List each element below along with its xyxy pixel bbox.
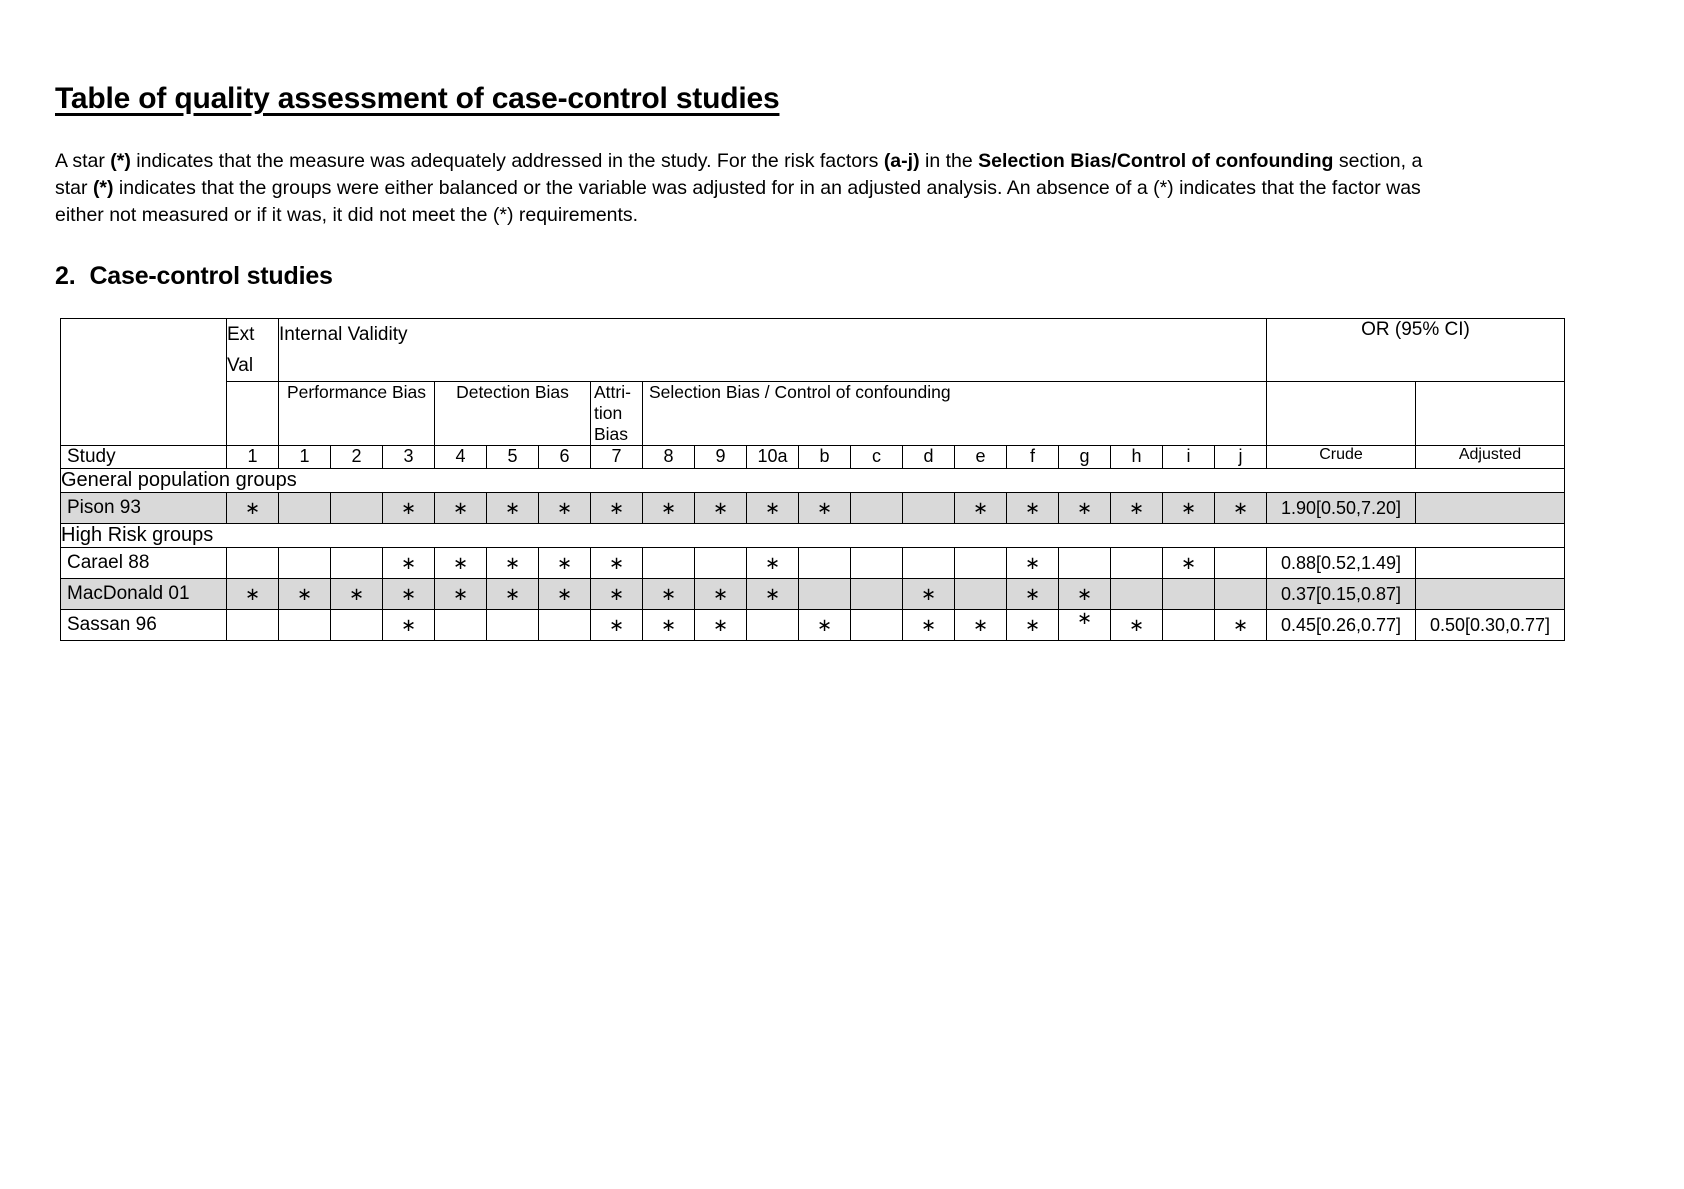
selection-cell-8 (1059, 607, 1111, 641)
detection-cell-1 (487, 493, 539, 524)
selection-cell-11 (1215, 579, 1267, 610)
selection-cell-0 (643, 579, 695, 610)
star-icon: ∗ (1024, 497, 1041, 518)
column-header-selection-i: i (1163, 446, 1215, 469)
page-title: Table of quality assessment of case-control studies (55, 82, 780, 115)
selection-cell-1 (695, 493, 747, 524)
star-icon: ∗ (1024, 614, 1041, 635)
intro-run-0: A star (55, 150, 111, 172)
table-body (61, 469, 1565, 641)
column-header-selection-9: 9 (695, 446, 747, 469)
column-header-performance-3: 3 (383, 446, 435, 469)
attrition-cell-0 (591, 548, 643, 579)
selection-cell-2 (747, 610, 799, 641)
column-header-adjusted: Adjusted (1416, 446, 1565, 469)
table-row (61, 579, 1565, 610)
selection-cell-11 (1215, 493, 1267, 524)
star-icon: ∗ (608, 614, 625, 635)
star-icon: ∗ (1024, 583, 1041, 604)
column-header-selection-10a: 10a (747, 446, 799, 469)
detection-cell-2 (539, 610, 591, 641)
adjusted-or-cell (1416, 579, 1565, 610)
star-icon: ∗ (556, 552, 573, 573)
star-icon: ∗ (816, 497, 833, 518)
selection-cell-9 (1111, 548, 1163, 579)
detection-cell-1 (487, 610, 539, 641)
performance-cell-0 (279, 548, 331, 579)
selection-cell-8 (1059, 548, 1111, 579)
table-header (61, 319, 1565, 469)
attrition-cell-0 (591, 493, 643, 524)
star-icon: ∗ (712, 583, 729, 604)
table-row (61, 610, 1565, 641)
column-header-attrition-7: 7 (591, 446, 643, 469)
group-header-row (61, 469, 1565, 493)
intro-run-8: indicates that the groups were either balanced or the variable was adjusted for in an adjusted analysis. An absence of a (*) indicates that the factor was either not measured or if it was, it did not meet the (*) requirements. (55, 177, 1421, 226)
star-icon: ∗ (972, 614, 989, 635)
detection-cell-1 (487, 548, 539, 579)
selection-cell-10 (1163, 548, 1215, 579)
selection-cell-8 (1059, 493, 1111, 524)
extval-cell-0 (227, 493, 279, 524)
header-corner-blank (61, 319, 227, 446)
selection-cell-10 (1163, 493, 1215, 524)
star-icon: ∗ (452, 583, 469, 604)
study-name-cell: Carael 88 (61, 548, 227, 579)
performance-cell-2 (383, 579, 435, 610)
crude-or-cell: 1.90[0.50,7.20] (1267, 493, 1416, 524)
star-icon: ∗ (712, 614, 729, 635)
header-or-ci: OR (95% CI) (1267, 319, 1565, 382)
section-heading (55, 262, 333, 291)
header-crude-blank (1267, 382, 1416, 446)
selection-cell-4 (851, 548, 903, 579)
header-selection-bias: Selection Bias / Control of confounding (643, 382, 1267, 446)
crude-or-cell: 0.88[0.52,1.49] (1267, 548, 1416, 579)
intro-run-2: indicates that the measure was adequately addressed in the study. For the risk factors (130, 150, 884, 172)
column-header-selection-j: j (1215, 446, 1267, 469)
selection-cell-1 (695, 579, 747, 610)
star-icon: ∗ (972, 497, 989, 518)
selection-cell-7 (1007, 579, 1059, 610)
performance-cell-0 (279, 610, 331, 641)
star-icon: ∗ (504, 583, 521, 604)
selection-cell-4 (851, 579, 903, 610)
section-title: Case-control studies (89, 262, 333, 290)
header-performance-bias: Performance Bias (279, 382, 435, 446)
column-header-performance-1: 1 (279, 446, 331, 469)
star-icon: ∗ (452, 497, 469, 518)
table-row (61, 548, 1565, 579)
star-icon: ∗ (244, 583, 261, 604)
column-header-selection-c: c (851, 446, 903, 469)
selection-cell-3 (799, 548, 851, 579)
column-header-selection-h: h (1111, 446, 1163, 469)
column-header-selection-d: d (903, 446, 955, 469)
selection-cell-0 (643, 548, 695, 579)
header-row-groups (61, 319, 1565, 382)
star-icon: ∗ (1076, 607, 1093, 628)
selection-cell-2 (747, 493, 799, 524)
column-header-study: Study (61, 446, 227, 469)
selection-cell-8 (1059, 579, 1111, 610)
column-header-detection-6: 6 (539, 446, 591, 469)
detection-cell-0 (435, 493, 487, 524)
extval-cell-0 (227, 548, 279, 579)
detection-cell-0 (435, 610, 487, 641)
intro-run-6: section, a star (55, 150, 1423, 199)
selection-cell-7 (1007, 610, 1059, 641)
selection-cell-2 (747, 579, 799, 610)
adjusted-or-cell (1416, 548, 1565, 579)
star-icon: ∗ (660, 583, 677, 604)
star-icon: ∗ (1232, 497, 1249, 518)
table-row (61, 493, 1565, 524)
header-attrition-bias: Attri- tion Bias (591, 382, 643, 446)
star-icon: ∗ (712, 497, 729, 518)
star-icon: ∗ (660, 614, 677, 635)
selection-cell-6 (955, 548, 1007, 579)
intro-run-4: in the (919, 150, 979, 172)
selection-cell-6 (955, 610, 1007, 641)
column-header-selection-8: 8 (643, 446, 695, 469)
selection-cell-7 (1007, 548, 1059, 579)
selection-cell-5 (903, 493, 955, 524)
header-detection-bias: Detection Bias (435, 382, 591, 446)
selection-cell-6 (955, 579, 1007, 610)
star-icon: ∗ (1128, 614, 1145, 635)
star-icon: ∗ (504, 497, 521, 518)
star-icon: ∗ (1232, 614, 1249, 635)
star-icon: ∗ (556, 497, 573, 518)
column-header-detection-5: 5 (487, 446, 539, 469)
column-header-selection-f: f (1007, 446, 1059, 469)
star-icon: ∗ (764, 583, 781, 604)
selection-cell-5 (903, 548, 955, 579)
extval-cell-0 (227, 610, 279, 641)
group-label: High Risk groups (61, 524, 1565, 548)
star-icon: ∗ (400, 614, 417, 635)
performance-cell-1 (331, 493, 383, 524)
intro-paragraph (55, 148, 1460, 229)
selection-cell-9 (1111, 493, 1163, 524)
star-icon: ∗ (660, 497, 677, 518)
selection-cell-5 (903, 579, 955, 610)
intro-run-1: (*) (110, 150, 131, 172)
star-icon: ∗ (608, 497, 625, 518)
selection-cell-10 (1163, 579, 1215, 610)
column-header-selection-e: e (955, 446, 1007, 469)
column-header-selection-b: b (799, 446, 851, 469)
star-icon: ∗ (1076, 497, 1093, 518)
attrition-cell-0 (591, 579, 643, 610)
performance-cell-2 (383, 493, 435, 524)
star-icon: ∗ (400, 497, 417, 518)
column-header-extval-1: 1 (227, 446, 279, 469)
header-ext-val-blank (227, 382, 279, 446)
column-header-detection-4: 4 (435, 446, 487, 469)
selection-cell-10 (1163, 610, 1215, 641)
extval-cell-0 (227, 579, 279, 610)
selection-cell-6 (955, 493, 1007, 524)
star-icon: ∗ (1180, 497, 1197, 518)
header-row-columns (61, 446, 1565, 469)
star-icon: ∗ (296, 583, 313, 604)
star-icon: ∗ (1024, 552, 1041, 573)
selection-cell-5 (903, 610, 955, 641)
star-icon: ∗ (504, 552, 521, 573)
performance-cell-1 (331, 548, 383, 579)
attrition-cell-0 (591, 610, 643, 641)
quality-assessment-table (60, 318, 1565, 641)
section-number: 2. (55, 262, 76, 290)
column-header-performance-2: 2 (331, 446, 383, 469)
star-icon: ∗ (920, 583, 937, 604)
selection-cell-1 (695, 610, 747, 641)
star-icon: ∗ (920, 614, 937, 635)
star-icon: ∗ (764, 497, 781, 518)
adjusted-or-cell: 0.50[0.30,0.77] (1416, 610, 1565, 641)
selection-cell-2 (747, 548, 799, 579)
star-icon: ∗ (400, 583, 417, 604)
header-adjusted-blank (1416, 382, 1565, 446)
selection-cell-0 (643, 610, 695, 641)
detection-cell-0 (435, 548, 487, 579)
header-internal-validity: Internal Validity (279, 319, 1267, 382)
selection-cell-11 (1215, 548, 1267, 579)
performance-cell-1 (331, 579, 383, 610)
selection-cell-9 (1111, 610, 1163, 641)
star-icon: ∗ (764, 552, 781, 573)
study-name-cell: MacDonald 01 (61, 579, 227, 610)
selection-cell-0 (643, 493, 695, 524)
header-row-subgroups (61, 382, 1565, 446)
selection-cell-4 (851, 610, 903, 641)
star-icon: ∗ (452, 552, 469, 573)
star-icon: ∗ (608, 583, 625, 604)
detection-cell-1 (487, 579, 539, 610)
crude-or-cell: 0.37[0.15,0.87] (1267, 579, 1416, 610)
intro-run-7: (*) (92, 177, 114, 199)
detection-cell-2 (539, 493, 591, 524)
selection-cell-11 (1215, 610, 1267, 641)
star-icon: ∗ (1180, 552, 1197, 573)
selection-cell-7 (1007, 493, 1059, 524)
star-icon: ∗ (1128, 497, 1145, 518)
star-icon: ∗ (816, 614, 833, 635)
study-name-cell: Sassan 96 (61, 610, 227, 641)
selection-cell-3 (799, 493, 851, 524)
performance-cell-2 (383, 548, 435, 579)
column-header-crude: Crude (1267, 446, 1416, 469)
performance-cell-0 (279, 579, 331, 610)
star-icon: ∗ (556, 583, 573, 604)
intro-run-5: Selection Bias/Control of confounding (978, 150, 1334, 172)
selection-cell-3 (799, 579, 851, 610)
star-icon: ∗ (608, 552, 625, 573)
study-name-cell: Pison 93 (61, 493, 227, 524)
group-header-row (61, 524, 1565, 548)
star-icon: ∗ (348, 583, 365, 604)
performance-cell-1 (331, 610, 383, 641)
detection-cell-2 (539, 548, 591, 579)
group-label: General population groups (61, 469, 1565, 493)
selection-cell-9 (1111, 579, 1163, 610)
star-icon: ∗ (1076, 583, 1093, 604)
star-icon: ∗ (244, 497, 261, 518)
detection-cell-0 (435, 579, 487, 610)
detection-cell-2 (539, 579, 591, 610)
selection-cell-3 (799, 610, 851, 641)
intro-run-3: (a-j) (883, 150, 920, 172)
crude-or-cell: 0.45[0.26,0.77] (1267, 610, 1416, 641)
header-ext-val: Ext Val (227, 319, 279, 382)
performance-cell-2 (383, 610, 435, 641)
selection-cell-1 (695, 548, 747, 579)
selection-cell-4 (851, 493, 903, 524)
star-icon: ∗ (400, 552, 417, 573)
column-header-selection-g: g (1059, 446, 1111, 469)
performance-cell-0 (279, 493, 331, 524)
adjusted-or-cell (1416, 493, 1565, 524)
